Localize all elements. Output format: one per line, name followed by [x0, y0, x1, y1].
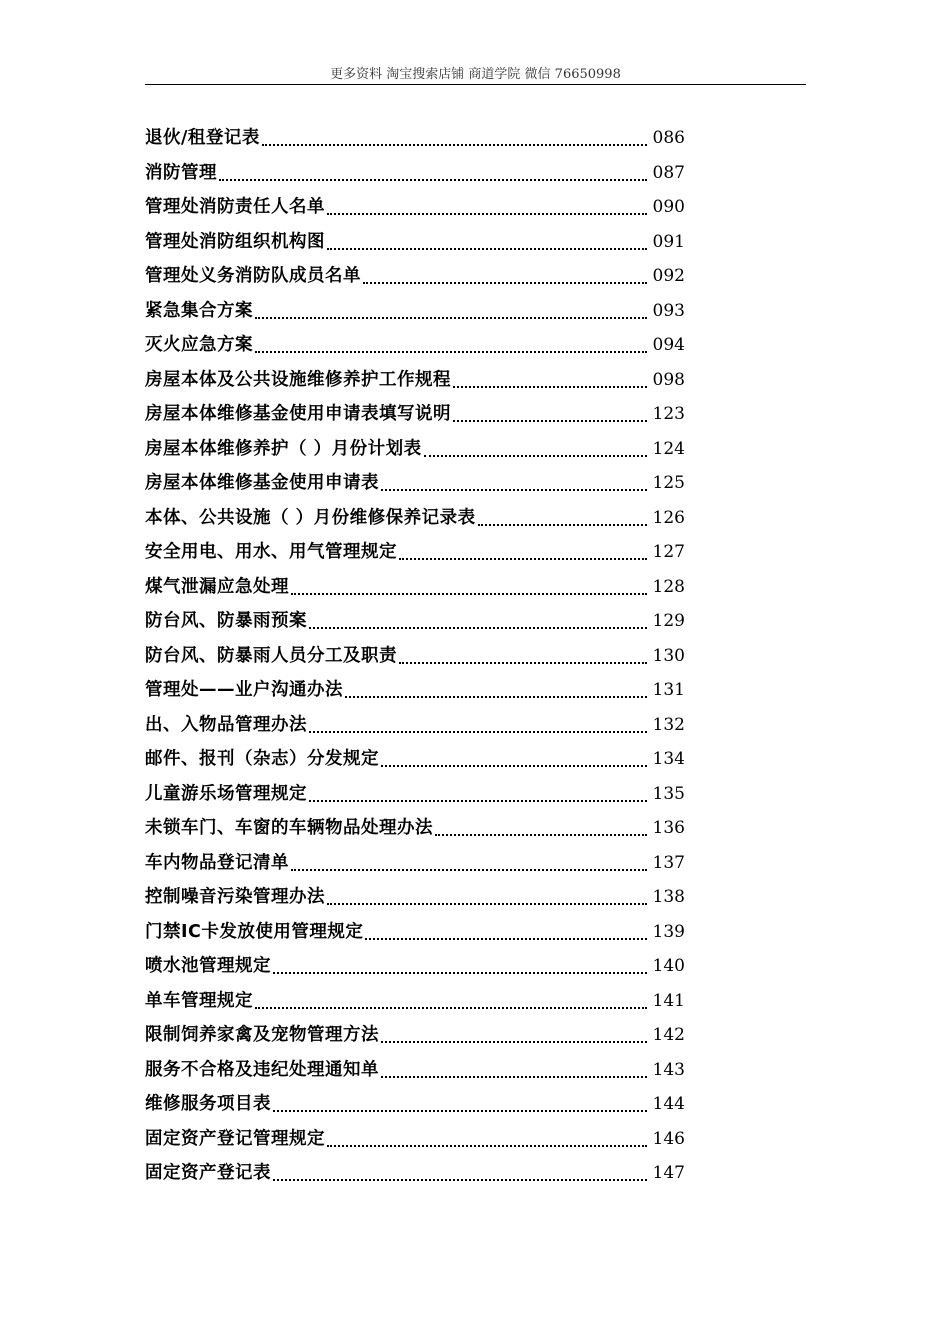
toc-entry-page: 144 [652, 1094, 685, 1114]
toc-entry-title: 喷水池管理规定 [145, 956, 271, 976]
toc-entry-title: 固定资产登记管理规定 [145, 1128, 325, 1149]
toc-entry[interactable] [145, 1090, 685, 1125]
toc-entry-title: 控制噪音污染管理办法 [145, 887, 325, 907]
toc-entry-page: 128 [652, 576, 685, 597]
toc-entry[interactable] [145, 435, 685, 470]
toc-entry[interactable] [145, 228, 685, 263]
toc-entry-page: 131 [652, 680, 685, 700]
toc-entry-title: 门禁IC卡发放使用管理规定 [145, 921, 364, 942]
toc-dot-leader [478, 511, 647, 531]
toc-entry-page: 086 [652, 128, 685, 148]
toc-entry-title: 服务不合格及违纪处理通知单 [145, 1059, 379, 1080]
page-header: 更多资料 淘宝搜索店铺 商道学院 微信 76650998 [330, 67, 621, 82]
header-rule [145, 84, 806, 85]
toc-entry-title: 儿童游乐场管理规定 [145, 783, 307, 804]
toc-entry-title: 维修服务项目表 [145, 1094, 271, 1114]
toc-entry-title: 邮件、报刊（杂志）分发规定 [145, 749, 379, 769]
toc-entry-title: 房屋本体维修基金使用申请表填写说明 [145, 404, 451, 424]
toc-entry[interactable] [145, 366, 685, 401]
toc-dot-leader [273, 959, 647, 979]
toc-entry[interactable] [145, 1021, 685, 1056]
toc-entry-title: 管理处消防责任人名单 [145, 197, 325, 217]
toc-dot-leader [309, 718, 647, 738]
toc-entry-title: 防台风、防暴雨人员分工及职责 [145, 645, 397, 666]
toc-entry-page: 123 [652, 404, 685, 424]
toc-dot-leader [381, 1063, 647, 1083]
toc-entry-page: 141 [652, 990, 685, 1011]
toc-dot-leader [424, 442, 647, 462]
toc-entry[interactable] [145, 780, 685, 815]
toc-entry-page: 137 [652, 852, 685, 873]
toc-entry-title: 房屋本体维修养护（ ）月份计划表 [145, 438, 422, 459]
toc-dot-leader [327, 200, 647, 220]
toc-entry[interactable] [145, 814, 685, 849]
toc-entry-title: 房屋本体维修基金使用申请表 [145, 473, 379, 493]
toc-entry-page: 142 [652, 1025, 685, 1045]
toc-entry[interactable] [145, 538, 685, 573]
toc-dot-leader [273, 1166, 647, 1186]
toc-dot-leader [327, 235, 647, 255]
toc-entry[interactable] [145, 849, 685, 884]
toc-entry-title: 消防管理 [145, 162, 217, 183]
toc-entry[interactable] [145, 883, 685, 918]
toc-dot-leader [435, 821, 647, 841]
toc-entry-page: 134 [652, 749, 685, 769]
toc-entry-page: 143 [652, 1059, 685, 1080]
toc-entry[interactable] [145, 193, 685, 228]
table-of-contents [145, 124, 685, 1194]
toc-entry[interactable] [145, 1159, 685, 1194]
toc-entry-title: 退伙/租登记表 [145, 128, 260, 148]
toc-entry-page: 124 [652, 438, 685, 459]
toc-entry-page: 146 [652, 1128, 685, 1149]
toc-entry-title: 煤气泄漏应急处理 [145, 576, 289, 597]
toc-dot-leader [255, 338, 647, 358]
toc-entry[interactable] [145, 711, 685, 746]
toc-entry-page: 125 [652, 473, 685, 493]
toc-entry-title: 灭火应急方案 [145, 335, 253, 355]
toc-entry[interactable] [145, 642, 685, 677]
toc-entry-title: 房屋本体及公共设施维修养护工作规程 [145, 369, 451, 390]
toc-entry-page: 087 [652, 162, 685, 183]
toc-entry[interactable] [145, 124, 685, 159]
toc-entry-page: 130 [652, 645, 685, 666]
toc-entry[interactable] [145, 1125, 685, 1160]
toc-dot-leader [345, 683, 647, 703]
toc-dot-leader [363, 269, 647, 289]
toc-entry-page: 127 [652, 542, 685, 562]
toc-entry[interactable] [145, 573, 685, 608]
toc-entry-page: 126 [652, 507, 685, 528]
toc-entry-title: 防台风、防暴雨预案 [145, 611, 307, 631]
toc-entry-page: 129 [652, 611, 685, 631]
toc-entry[interactable] [145, 331, 685, 366]
toc-entry[interactable] [145, 676, 685, 711]
toc-entry-title: 车内物品登记清单 [145, 852, 289, 873]
toc-dot-leader [255, 304, 647, 324]
toc-entry-page: 136 [652, 818, 685, 838]
toc-entry[interactable] [145, 607, 685, 642]
toc-entry-title: 固定资产登记表 [145, 1163, 271, 1183]
toc-entry-page: 135 [652, 783, 685, 804]
toc-dot-leader [309, 787, 647, 807]
toc-dot-leader [291, 580, 647, 600]
toc-dot-leader [381, 752, 647, 772]
toc-dot-leader [291, 856, 647, 876]
toc-entry-page: 090 [652, 197, 685, 217]
toc-entry-title: 未锁车门、车窗的车辆物品处理办法 [145, 818, 433, 838]
toc-dot-leader [327, 1132, 647, 1152]
toc-entry[interactable] [145, 159, 685, 194]
toc-dot-leader [262, 131, 647, 151]
toc-entry[interactable] [145, 987, 685, 1022]
toc-entry-title: 安全用电、用水、用气管理规定 [145, 542, 397, 562]
toc-dot-leader [453, 407, 647, 427]
toc-dot-leader [399, 545, 647, 565]
toc-dot-leader [309, 614, 647, 634]
toc-entry[interactable] [145, 504, 685, 539]
toc-entry-title: 本体、公共设施（ ）月份维修保养记录表 [145, 507, 476, 528]
toc-entry-page: 140 [652, 956, 685, 976]
toc-entry[interactable] [145, 1056, 685, 1091]
toc-entry-page: 132 [652, 714, 685, 735]
toc-dot-leader [381, 1028, 647, 1048]
toc-entry[interactable] [145, 745, 685, 780]
toc-entry[interactable] [145, 262, 685, 297]
toc-dot-leader [255, 994, 647, 1014]
toc-entry-title: 单车管理规定 [145, 990, 253, 1011]
toc-dot-leader [453, 373, 647, 393]
toc-entry-title: 限制饲养家禽及宠物管理方法 [145, 1025, 379, 1045]
toc-entry-page: 091 [652, 231, 685, 252]
toc-entry-title: 管理处消防组织机构图 [145, 231, 325, 252]
toc-dot-leader [273, 1097, 647, 1117]
toc-entry-title: 紧急集合方案 [145, 300, 253, 321]
toc-entry[interactable] [145, 400, 685, 435]
toc-entry[interactable] [145, 918, 685, 953]
toc-dot-leader [327, 890, 647, 910]
toc-entry[interactable] [145, 952, 685, 987]
toc-entry-page: 093 [652, 300, 685, 321]
toc-dot-leader [399, 649, 647, 669]
toc-entry-page: 094 [652, 335, 685, 355]
toc-entry[interactable] [145, 469, 685, 504]
toc-entry-page: 147 [652, 1163, 685, 1183]
toc-entry-title: 管理处——业户沟通办法 [145, 680, 343, 700]
toc-entry-page: 092 [652, 266, 685, 286]
toc-dot-leader [381, 476, 647, 496]
toc-entry[interactable] [145, 297, 685, 332]
toc-entry-page: 138 [652, 887, 685, 907]
toc-entry-page: 139 [652, 921, 685, 942]
toc-entry-title: 管理处义务消防队成员名单 [145, 266, 361, 286]
toc-dot-leader [365, 925, 647, 945]
toc-dot-leader [219, 166, 647, 186]
toc-entry-title: 出、入物品管理办法 [145, 714, 307, 735]
toc-entry-page: 098 [652, 369, 685, 390]
